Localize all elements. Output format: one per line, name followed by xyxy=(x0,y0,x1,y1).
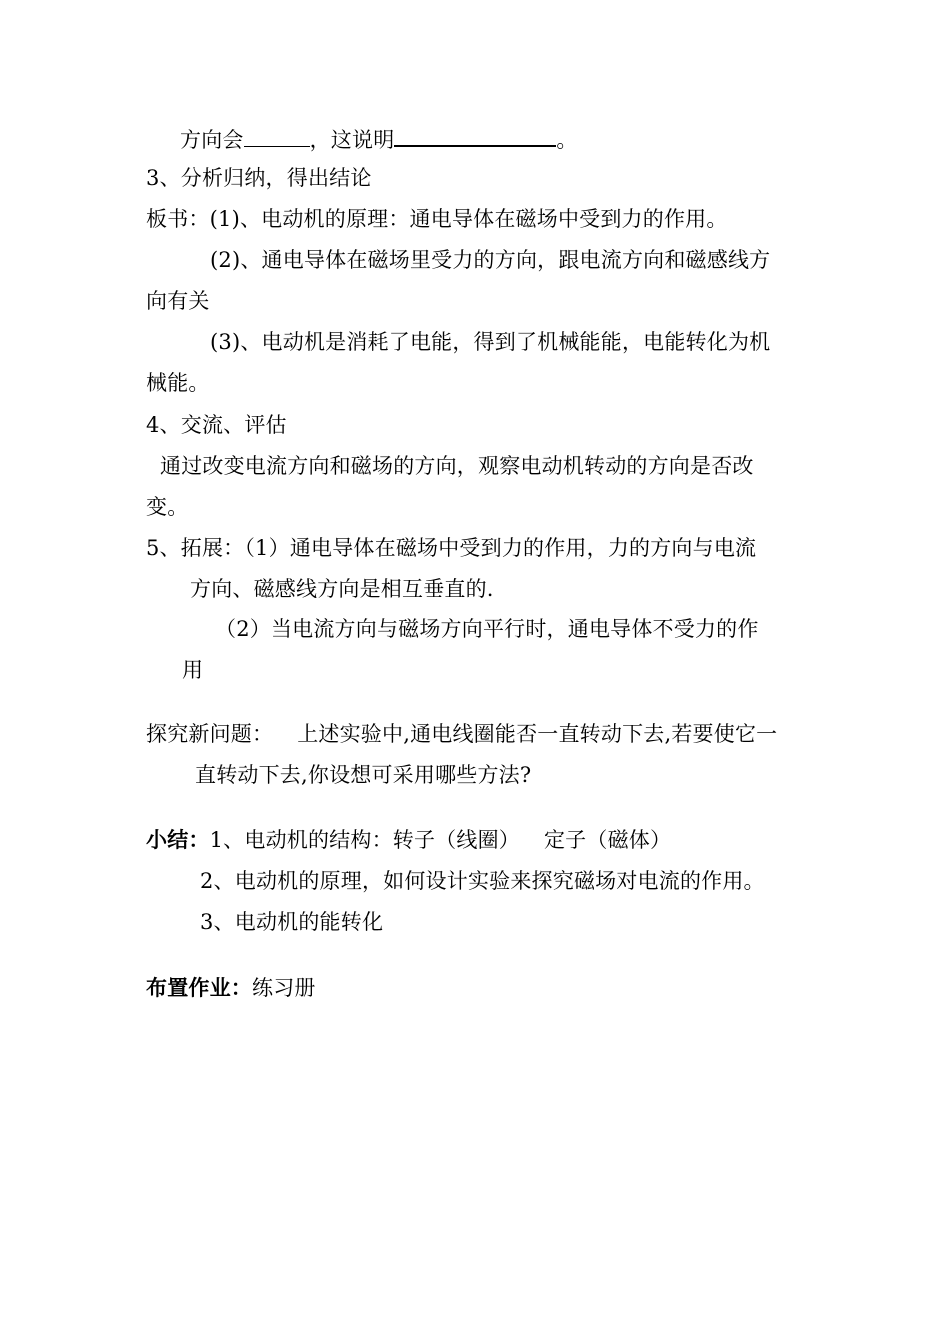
explore-label: 探究新问题： xyxy=(146,722,274,746)
explore-line-a xyxy=(146,720,777,748)
fill-in-suffix: 。 xyxy=(556,128,578,152)
summary-label: 小结： xyxy=(146,827,210,852)
answer-blank-2 xyxy=(394,123,556,147)
step5-line-d: 用 xyxy=(182,658,204,682)
summary-item-2: 2、电动机的原理，如何设计实验来探究磁场对电流的作用。 xyxy=(200,869,765,893)
explore-text-b: 直转动下去,你设想可采用哪些方法? xyxy=(195,763,532,787)
fill-in-middle: ，这说明 xyxy=(309,128,395,152)
fill-in-line xyxy=(180,123,578,154)
explore-text-a: 上述实验中,通电线圈能否一直转动下去,若要使它一 xyxy=(297,722,778,746)
board-item-1: (1)、电动机的原理：通电导体在磁场中受到力的作用。 xyxy=(209,207,728,231)
summary-item-3: 3、电动机的能转化 xyxy=(200,910,384,934)
board-line-1 xyxy=(146,205,728,233)
board-item-3b: 械能。 xyxy=(146,371,210,395)
homework-line xyxy=(146,974,316,1002)
step5-line-b: 方向、磁感线方向是相互垂直的. xyxy=(190,577,494,601)
summary-item-1a: 1、电动机的结构：转子（线圈） xyxy=(209,828,520,852)
board-item-2b: 向有关 xyxy=(146,289,210,313)
answer-blank-1 xyxy=(244,124,310,147)
summary-line-1 xyxy=(146,826,671,854)
step5-line-c: （2）当电流方向与磁场方向平行时，通电导体不受力的作 xyxy=(215,617,759,641)
board-label: 板书： xyxy=(146,207,210,231)
summary-item-1b: 定子（磁体） xyxy=(543,828,672,852)
step4-title: 4、交流、评估 xyxy=(146,413,287,437)
board-item-2a: (2)、通电导体在磁场里受力的方向，跟电流方向和磁感线方 xyxy=(210,248,771,272)
step3-title: 3、分析归纳，得出结论 xyxy=(146,166,372,190)
homework-label: 布置作业： xyxy=(146,975,252,1000)
step4-text-a: 通过改变电流方向和磁场的方向，观察电动机转动的方向是否改 xyxy=(160,454,754,478)
fill-in-prefix: 方向会 xyxy=(180,128,244,152)
homework-text: 练习册 xyxy=(252,976,316,1000)
step4-text-b: 变。 xyxy=(146,495,189,519)
step5-line-a: 5、拓展：（1）通电导体在磁场中受到力的作用，力的方向与电流 xyxy=(146,536,757,560)
board-item-3a: (3)、电动机是消耗了电能，得到了机械能能，电能转化为机 xyxy=(210,330,771,354)
